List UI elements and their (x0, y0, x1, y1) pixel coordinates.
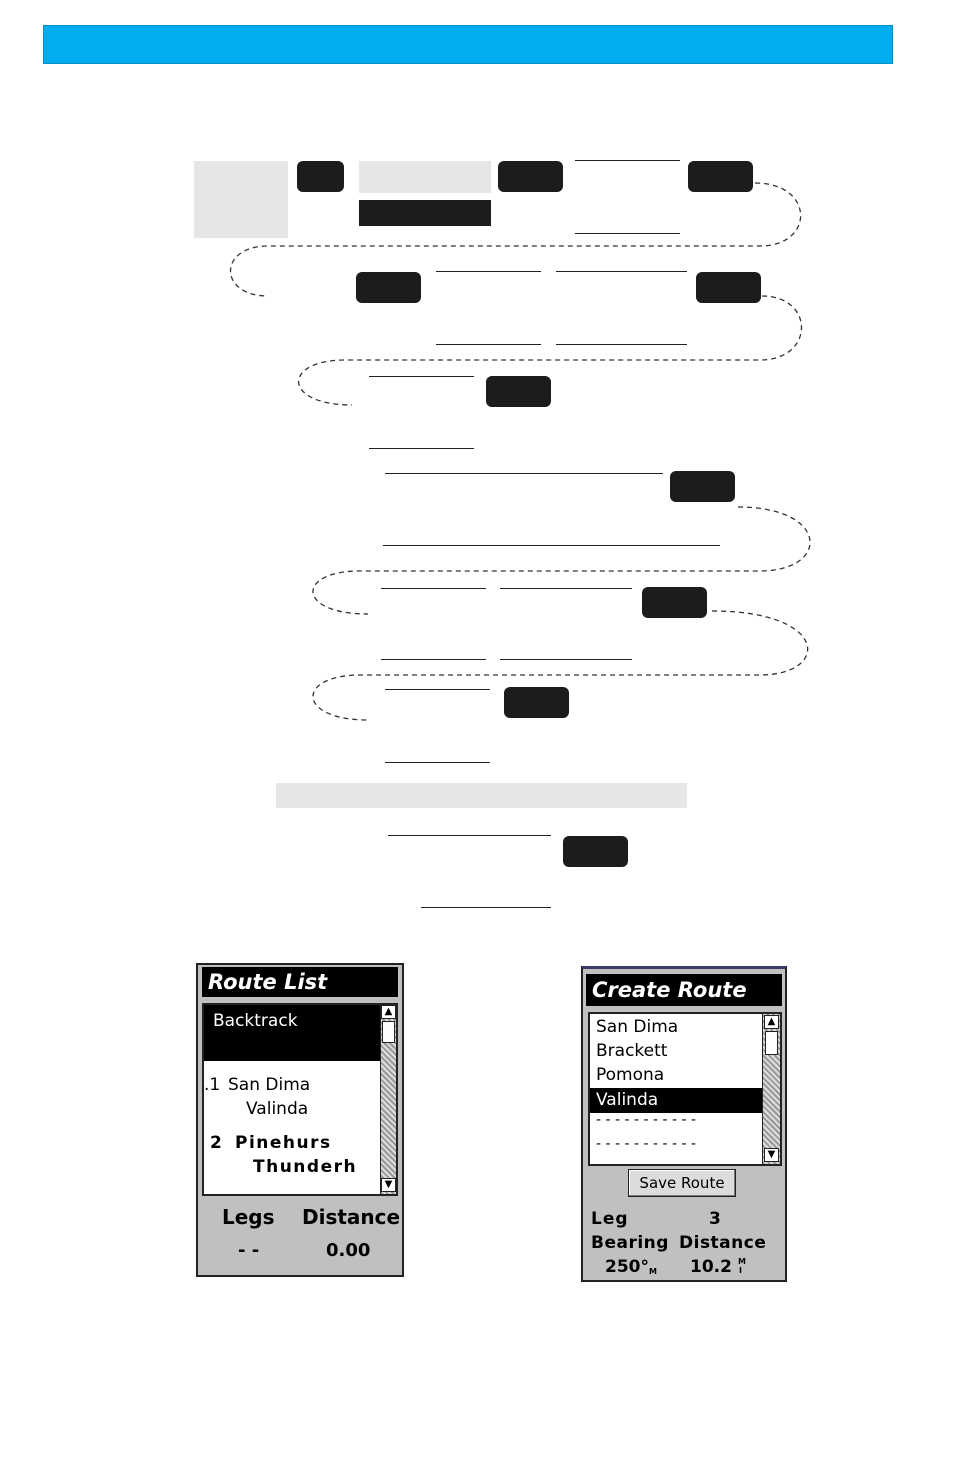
header-bar (43, 25, 893, 64)
selected-text-bar (359, 200, 491, 226)
highlighted-text-block (359, 161, 491, 193)
up-arrow-icon[interactable]: ▲ (381, 1005, 396, 1019)
distance-unit-top: M (738, 1257, 746, 1266)
waypoint-list[interactable] (588, 1012, 782, 1166)
scroll-thumb[interactable] (382, 1021, 395, 1043)
list-item-sub: Thunderh (253, 1157, 358, 1177)
waypoint-item[interactable]: Pomona (596, 1065, 665, 1085)
bearing-value: 250° (605, 1257, 649, 1277)
key-button[interactable] (642, 587, 707, 618)
key-button[interactable] (688, 161, 753, 192)
rule-line (500, 659, 632, 660)
rule-line (381, 659, 486, 660)
rule-line (381, 588, 486, 589)
note-highlight-band (276, 783, 687, 808)
bearing-unit: M (649, 1267, 657, 1276)
key-button[interactable] (356, 272, 421, 303)
key-button[interactable] (563, 836, 628, 867)
up-arrow-icon[interactable]: ▲ (764, 1015, 779, 1029)
rule-line (385, 689, 490, 690)
down-arrow-icon[interactable]: ▼ (381, 1178, 396, 1192)
rule-line (575, 233, 680, 234)
rule-line (436, 271, 541, 272)
save-route-button[interactable]: Save Route (628, 1169, 736, 1197)
distance-label: Distance (302, 1205, 401, 1229)
key-button[interactable] (498, 161, 563, 192)
rule-line (556, 271, 687, 272)
list-item-sub: Valinda (246, 1099, 309, 1119)
waypoint-item[interactable]: Brackett (596, 1041, 668, 1061)
empty-waypoint-row[interactable]: - - - - - - - - - - - (596, 1136, 697, 1152)
rule-line (556, 344, 687, 345)
rule-line (369, 448, 474, 449)
scrollbar[interactable] (762, 1014, 780, 1164)
instruction-highlight-block (194, 161, 288, 238)
rule-line (500, 588, 632, 589)
route-number: 2 (210, 1133, 224, 1153)
leg-value: 3 (709, 1209, 721, 1229)
route-list-screen (196, 963, 404, 1277)
key-button[interactable] (297, 161, 344, 192)
rule-line (383, 545, 720, 546)
scrollbar[interactable] (380, 1005, 396, 1194)
rule-line (421, 907, 551, 908)
rule-line (388, 835, 551, 836)
create-route-screen (581, 966, 787, 1282)
leg-label: Leg (591, 1209, 629, 1229)
list-item[interactable]: Backtrack (213, 1011, 298, 1031)
key-button[interactable] (696, 272, 761, 303)
key-button[interactable] (486, 376, 551, 407)
legs-label: Legs (222, 1205, 275, 1229)
rule-line (436, 344, 541, 345)
distance-unit-bottom: I (739, 1266, 742, 1275)
route-number: .1 (204, 1075, 221, 1095)
distance-value: 10.2 (690, 1257, 732, 1277)
key-button[interactable] (504, 687, 569, 718)
rule-line (575, 160, 680, 161)
rule-line (385, 762, 490, 763)
route-list-box[interactable] (202, 1003, 398, 1196)
rule-line (369, 376, 474, 377)
create-route-title: Create Route (586, 974, 782, 1006)
down-arrow-icon[interactable]: ▼ (764, 1148, 779, 1162)
route-list-title: Route List (202, 967, 398, 997)
scroll-thumb[interactable] (765, 1031, 778, 1055)
legs-value: - - (238, 1240, 260, 1261)
empty-waypoint-row[interactable]: - - - - - - - - - - - (596, 1112, 697, 1128)
list-item[interactable]: San Dima (228, 1075, 311, 1095)
list-item[interactable]: Pinehurs (235, 1133, 332, 1153)
bearing-label: Bearing (591, 1233, 669, 1253)
distance-value: 0.00 (326, 1240, 371, 1261)
rule-line (385, 473, 663, 474)
distance-label: Distance (679, 1233, 767, 1253)
waypoint-item[interactable]: San Dima (596, 1017, 679, 1037)
waypoint-item-selected[interactable]: Valinda (596, 1090, 659, 1110)
key-button[interactable] (670, 471, 735, 502)
